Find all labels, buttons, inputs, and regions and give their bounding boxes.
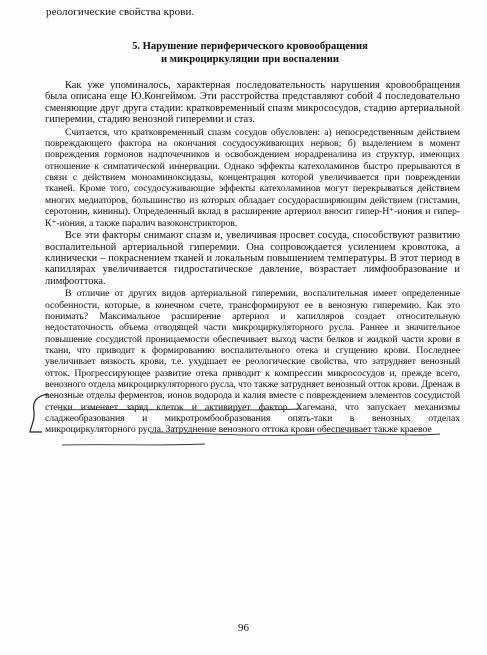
paragraph-1: Как уже упоминалось, характерная последовательность нарушения кровообращения была описана еще Ю.Конгеймом. Эти расстройства представляют собой 4 последовательно сменяющие друг друга стадии: кратковременный спазм микрососудов, стадию артериальной гиперемии, стадию венозной гиперемии и стаз. — [45, 80, 460, 126]
body-text — [45, 80, 460, 437]
paragraph-2: Считается, что кратковременный спазм сосудов обусловлен: а) непосредственным действием повреждающего фактора на окончания сосудосуживающих нервов; б) выделением в момент повреждения гормонов надпочечников и освобождением норадреналина из структур, имеющих отношение к симпатической иннервации. Однако эффекты катехоламинов быстро прерываются в связи с действием моноаминоксидазы, концентрация которой увеличивается при повреждении тканей. Кроме того, сосудосуживающие эффекты катехоламинов могут перекрываться действием многих медиаторов, большинство из которых обладает сосудорасширяющим действием (гистамин, серотонин, кинины). Определенный вклад в расширение артериол вносит гипер-Н⁺-иония и гипер-К⁺-иония, а также паралич вазоконстрикторов. — [45, 126, 460, 229]
margin-bracket-mark — [28, 392, 50, 434]
section-title-line-2: и микроциркуляции при воспалении — [161, 54, 339, 65]
paragraph-3: Все эти факторы снимают спазм и, увеличивая просвет сосуда, способствуют развитию воспалительной артериальной гиперемии. Она сопровождается усилением кровотока, а клинически – покраснением тканей и локальным повышением температуры. В этот период в капиллярах увеличивается гидростатическое давление, возрастает лимфообразование и лимфооттока. — [45, 230, 460, 287]
running-text-line: реологические свойства крови. — [46, 6, 195, 18]
page-number: 96 — [238, 622, 249, 634]
section-title-line-1: 5. Нарушение периферического кровообращения — [132, 41, 368, 52]
paragraph-4: В отличие от других видов артериальной гиперемии, воспалительная имеет определенные особенности, которые, в конечном счете, трансформируют ее в венозную гиперемию. Как это понимать? Максимальное расширение артериол и капилляров создает относительную недостаточность объема отводящей части микроциркуляторного русла. Раннее и значительное повышение сосудистой проницаемости обеспечивает выход части белков и жидкой части крови в ткани, что приводит к формированию воспалительного отека и сгущению крови. Последнее увеличивает вязкость крови, т.е. ухудшает ее реологические свойства, что затрудняет венозный отток. Прогрессирующее развитие отека приводит к компрессии микрососудов и, прежде всего, венозного отдела микроциркуляторного русла, что также затрудняет венозный отток крови. Дренаж в венозные отделы ферментов, ионов водорода и калия вместе с повреждением элементов сосудистой стенки изменяет заряд клеток и активирует фактор Хагемана, что запускает механизмы сладжеобразования и микротромбообразования опять-таки в венозных отделах микроциркуляторного русла. Затруднение венозного оттока крови обеспечивает также краевое — [45, 288, 460, 436]
